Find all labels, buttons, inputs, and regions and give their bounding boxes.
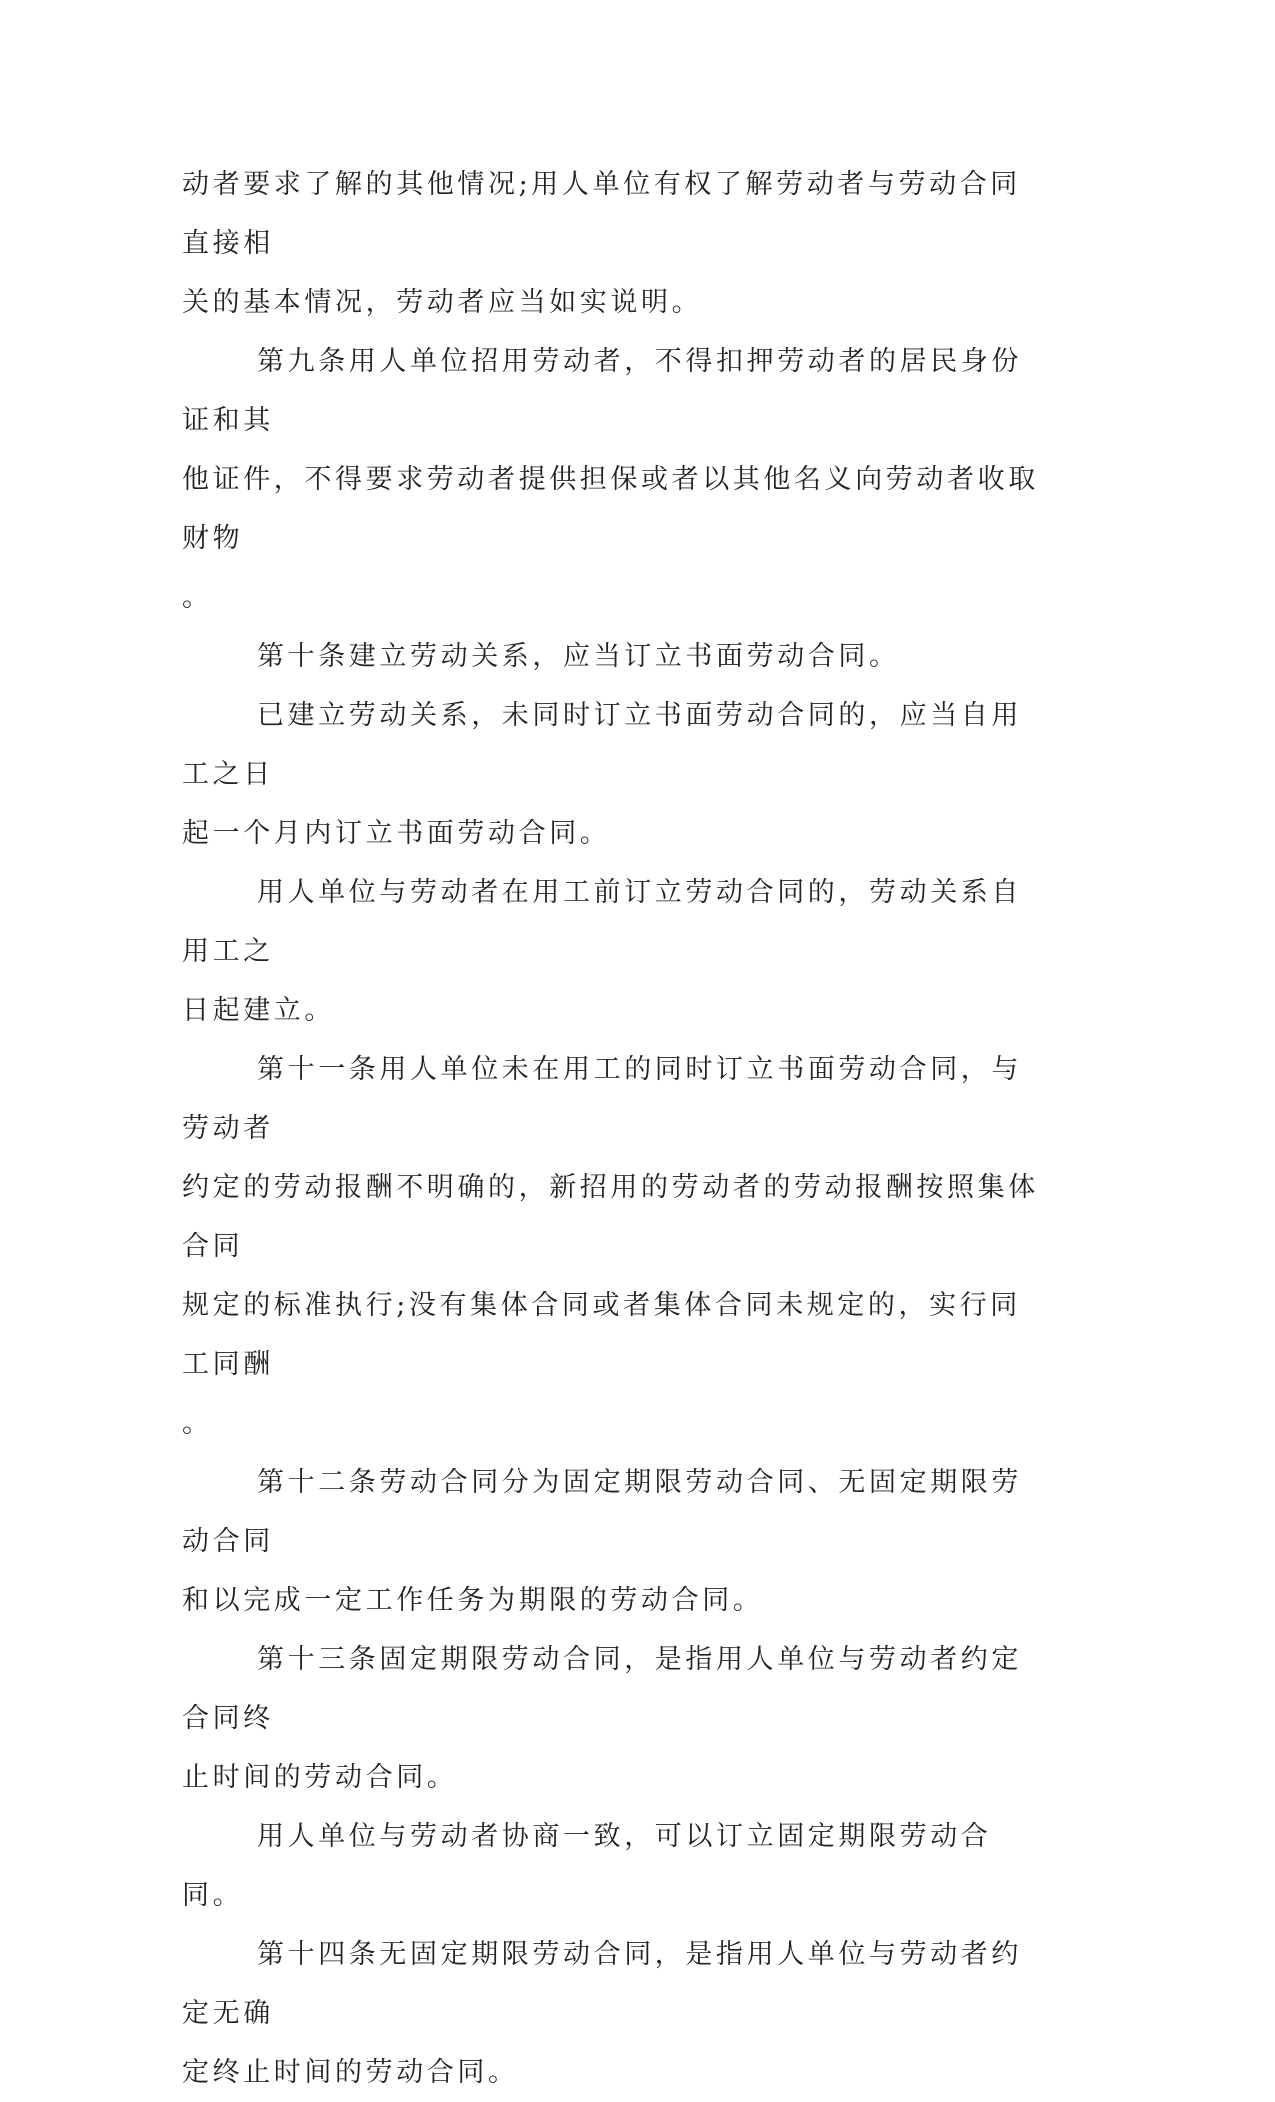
- paragraph-line: 第十条建立劳动关系，应当订立书面劳动合同。: [257, 641, 900, 672]
- paragraph-line: 用人单位与劳动者在用工前订立劳动合同的，劳动关系自用工之: [182, 877, 1022, 967]
- paragraph-line: 日起建立。: [182, 995, 335, 1026]
- paragraph-line: 第十四条无固定期限劳动合同，是指用人单位与劳动者约定无确: [182, 1939, 1022, 2029]
- paragraph-line: 动者要求了解的其他情况;用人单位有权了解劳动者与劳动合同直接相: [182, 169, 1021, 259]
- document-body: [182, 155, 1042, 2102]
- paragraph-line: 关的基本情况，劳动者应当如实说明。: [182, 287, 703, 318]
- paragraph-1: [182, 155, 1042, 332]
- paragraph-line: 第九条用人单位招用劳动者，不得扣押劳动者的居民身份证和其: [182, 346, 1022, 436]
- paragraph-article-10: [182, 627, 1042, 686]
- paragraph-line: 第十三条固定期限劳动合同，是指用人单位与劳动者约定合同终: [182, 1644, 1022, 1734]
- paragraph-article-11: [182, 1040, 1042, 1453]
- paragraph-article-9: [182, 332, 1042, 627]
- paragraph-article-13: [182, 1630, 1042, 1807]
- paragraph-article-14: [182, 1925, 1042, 2102]
- paragraph-line: 起一个月内订立书面劳动合同。: [182, 818, 611, 849]
- paragraph-line: 用人单位与劳动者协商一致，可以订立固定期限劳动合同。: [182, 1821, 992, 1911]
- paragraph-line: 和以完成一定工作任务为期限的劳动合同。: [182, 1585, 764, 1616]
- paragraph-line: 定终止时间的劳动合同。: [182, 2057, 519, 2088]
- paragraph-line: 。: [182, 1408, 213, 1439]
- paragraph-article-12: [182, 1453, 1042, 1630]
- paragraph-line: 约定的劳动报酬不明确的，新招用的劳动者的劳动报酬按照集体合同: [182, 1172, 1039, 1262]
- paragraph-line: 规定的标准执行;没有集体合同或者集体合同未规定的，实行同工同酬: [182, 1290, 1021, 1380]
- paragraph-article-10-clause-2: [182, 686, 1042, 863]
- paragraph-line: 已建立劳动关系，未同时订立书面劳动合同的，应当自用工之日: [182, 700, 1022, 790]
- paragraph-article-10-clause-3: [182, 863, 1042, 1040]
- paragraph-line: 第十二条劳动合同分为固定期限劳动合同、无固定期限劳动合同: [182, 1467, 1022, 1557]
- paragraph-line: 止时间的劳动合同。: [182, 1762, 458, 1793]
- paragraph-line: 第十一条用人单位未在用工的同时订立书面劳动合同，与劳动者: [182, 1054, 1022, 1144]
- paragraph-line: 。: [182, 582, 213, 613]
- paragraph-article-13-clause-2: [182, 1807, 1042, 1925]
- paragraph-line: 他证件，不得要求劳动者提供担保或者以其他名义向劳动者收取财物: [182, 464, 1039, 554]
